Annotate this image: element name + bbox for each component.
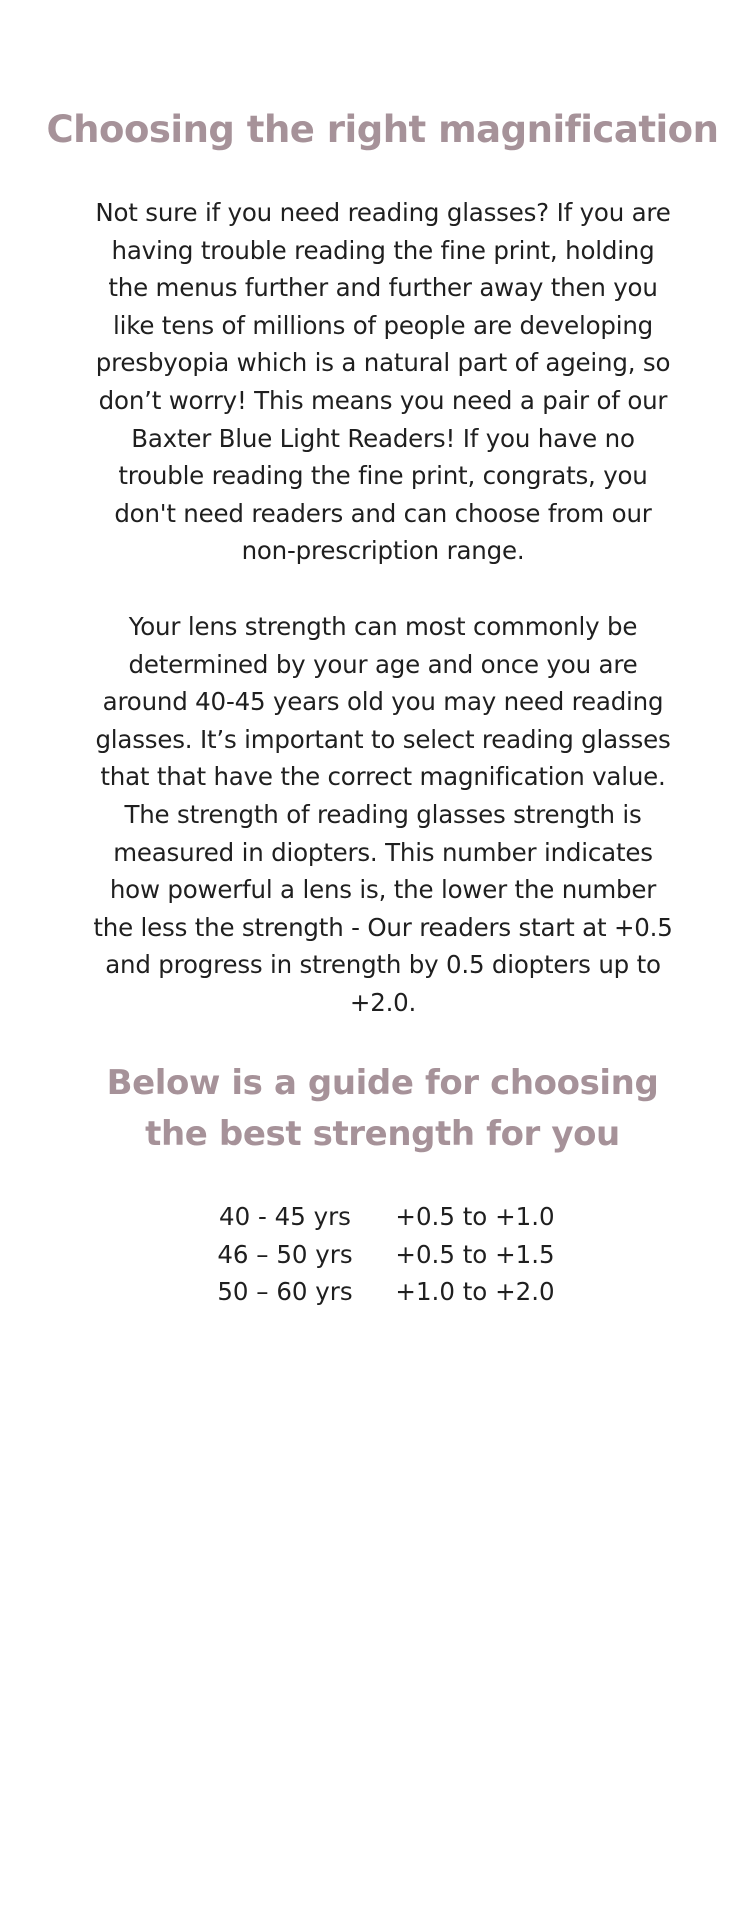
guide-heading: Below is a guide for choosing the best strength for you bbox=[106, 1063, 659, 1154]
lens-strength-paragraph: Your lens strength can most commonly be determined by your age and once you are around 40-45 years old you may need reading glasses. It’s important to select reading glasses that that have the correct magnification value. The strength of reading glasses strength is measured in diopters. This number indicates how powerful a lens is, the lower the number the less the strength - Our readers start at +0.5 and progress in strength by 0.5 diopters up to +2.0. bbox=[93, 612, 673, 1017]
guide-strength-range: +0.5 to +1.5 bbox=[395, 1239, 555, 1269]
guide-strength-range: +0.5 to +1.0 bbox=[395, 1202, 555, 1231]
intro-paragraph: Not sure if you need reading glasses? If you are having trouble reading the fine print, holding the menus further and further away then you like tens of millions of people are developing presbyopia which is a natural part of ageing, so don’t worry! This means you need a pair of our Baxter Blue Light Readers! If you have no trouble reading the fine print, congrats, you don't need readers and can choose from our non-prescription range. bbox=[95, 198, 671, 566]
strength-guide-table bbox=[210, 1198, 555, 1311]
guide-age-range: 50 – 60 yrs bbox=[217, 1277, 353, 1307]
guide-row bbox=[210, 1236, 555, 1274]
page-title: Choosing the right magnification bbox=[46, 108, 719, 151]
guide-row bbox=[210, 1198, 555, 1236]
guide-row bbox=[210, 1273, 555, 1311]
guide-strength-range: +1.0 to +2.0 bbox=[395, 1277, 555, 1307]
guide-age-range: 46 – 50 yrs bbox=[217, 1239, 353, 1269]
guide-age-range: 40 - 45 yrs bbox=[219, 1202, 351, 1231]
